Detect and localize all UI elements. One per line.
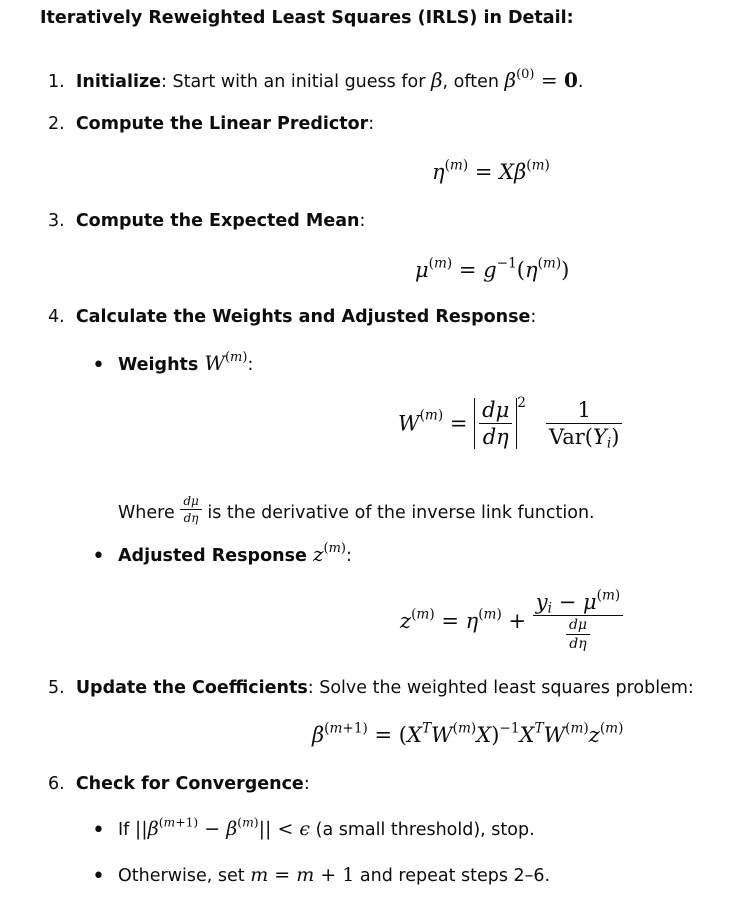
note-text: Where (118, 503, 181, 523)
bullet-heading: Adjusted Response (118, 546, 313, 566)
step-text: : Solve the weighted least squares problem: (307, 678, 694, 698)
step-heading: Calculate the Weights and Adjusted Response (75, 307, 531, 327)
math-init-beta: $\beta^{(0)} = 0$ (504, 66, 578, 92)
step-2 (48, 114, 374, 134)
math-convergence: $||\beta^{(m+1)} - \beta^{(m)}|| < \epsilon$ (134, 815, 311, 840)
math-increment: m = m + 1 (250, 864, 355, 886)
step-heading: Compute the Linear Predictor (75, 114, 369, 134)
step-5 (48, 678, 694, 698)
step-1: 1. Initialize: Start with an initial guess for β, often $\beta^{(0)} = 0$. (48, 66, 584, 92)
bullet-adjusted-response: • Adjusted Response $z^{(m)}$: (92, 540, 352, 569)
step-text: : (303, 774, 310, 794)
math-z-symbol: $z^{(m)}$ (312, 540, 346, 566)
bullet-convergence-check (92, 815, 535, 843)
step-number: 3. (48, 211, 65, 231)
step-number: 4. (48, 307, 65, 327)
math-dmu-deta: $\frac{d\mu}{d\eta}$ (180, 494, 201, 525)
page-title: Iteratively Reweighted Least Squares (IRLS) in Detail: (40, 8, 574, 28)
where-note (118, 494, 595, 525)
bullet-text: and repeat steps 2–6. (354, 866, 551, 886)
bullet-heading: Weights (118, 355, 205, 375)
bullet-text: If (118, 820, 135, 840)
step-text: , often (442, 72, 505, 92)
step-heading: Check for Convergence (75, 774, 304, 794)
equation-linear-predictor: $\eta^{(m)} = X\beta^{(m)}$ (432, 157, 550, 184)
step-text: : (359, 211, 366, 231)
step-heading: Initialize (75, 72, 162, 92)
step-number: 6. (48, 774, 65, 794)
bullet-icon: • (92, 544, 105, 569)
equation-update-coefficients: $\beta^{(m+1)} = (X^TW^{(m)}X)^{-1}X^TW^{(m)}z^{(m)}$ (312, 720, 624, 747)
bullet-text: (a small threshold), stop. (310, 820, 535, 840)
bullet-weights: • Weights $W^{(m)}$: (92, 349, 254, 378)
step-heading: Compute the Expected Mean (75, 211, 360, 231)
step-number: 2. (48, 114, 65, 134)
bullet-otherwise (92, 864, 551, 889)
math-weights-symbol: $W^{(m)}$ (204, 349, 248, 375)
bullet-icon: • (92, 353, 105, 378)
equation-adjusted-response: $z^{(m)} = \eta^{(m)}$ + $\frac{y_i - \mu^{(m)}}{\frac{d\mu}{d\eta}}$ (400, 590, 623, 652)
step-text: : Start with an initial guess for (161, 72, 431, 92)
equation-expected-mean: $\mu^{(m)} = g^{-1}(\eta^{(m)})$ (415, 255, 570, 282)
equation-weights: $W^{(m)}$ = $\frac{d\mu}{d\eta}$ $^2$ $\frac{1}{Var(Y_i)}$ (398, 398, 622, 449)
step-6 (48, 774, 310, 794)
note-text: is the derivative of the inverse link function. (201, 503, 595, 523)
bullet-icon: • (92, 864, 105, 889)
step-heading: Update the Coefficients (75, 678, 308, 698)
step-number: 1. (48, 72, 65, 92)
step-3 (48, 211, 365, 231)
step-number: 5. (48, 678, 65, 698)
step-text: : (368, 114, 375, 134)
math-beta: β (430, 68, 443, 92)
bullet-text: Otherwise, set (118, 866, 251, 886)
bullet-icon: • (92, 818, 105, 843)
step-text: : (530, 307, 537, 327)
step-4 (48, 307, 536, 327)
